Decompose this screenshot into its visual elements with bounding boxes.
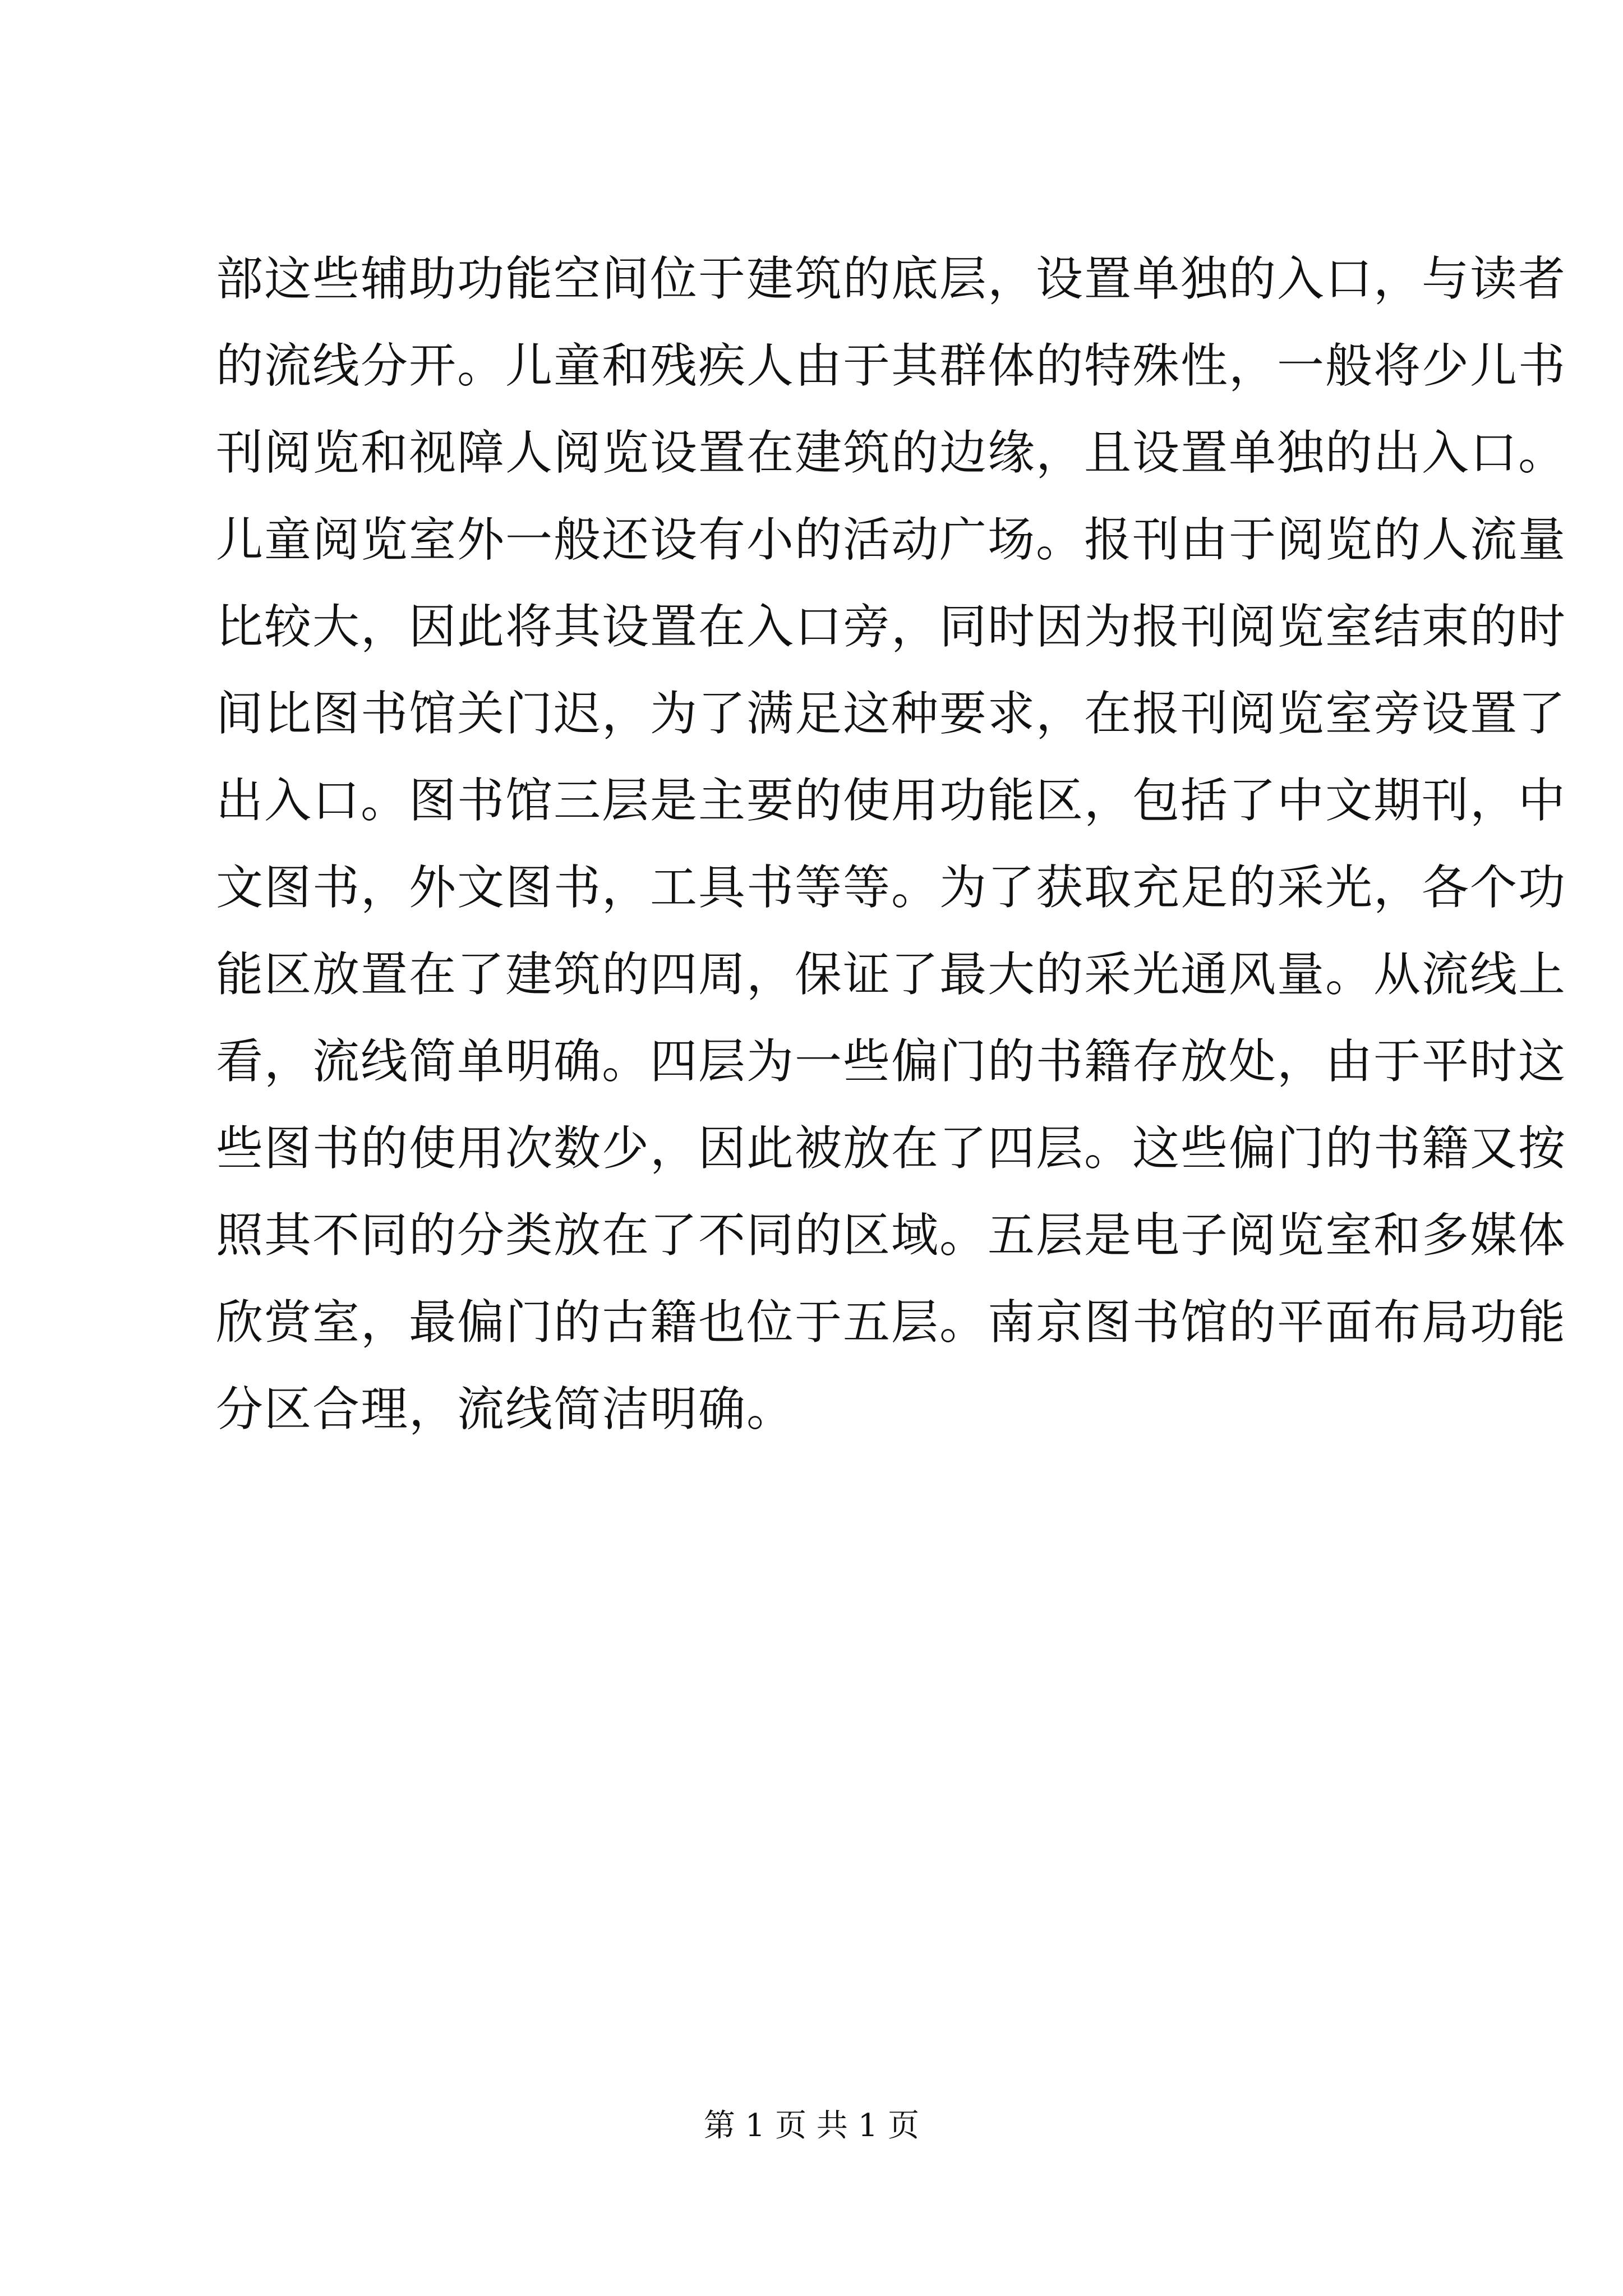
text-line: 刊阅览和视障人阅览设置在建筑的边缘，且设置单独的出入口。 bbox=[216, 425, 1567, 480]
text-line: 能区放置在了建筑的四周，保证了最大的采光通风量。从流线上 bbox=[216, 947, 1567, 1002]
text-line: 间比图书馆关门迟，为了满足这种要求，在报刊阅览室旁设置了 bbox=[216, 686, 1567, 741]
body-paragraph bbox=[216, 236, 1567, 1453]
text-line: 儿童阅览室外一般还设有小的活动广场。报刊由于阅览的人流量 bbox=[216, 512, 1567, 567]
text-line: 比较大，因此将其设置在入口旁，同时因为报刊阅览室结束的时 bbox=[216, 599, 1567, 654]
text-line: 的流线分开。儿童和残疾人由于其群体的特殊性，一般将少儿书 bbox=[216, 338, 1567, 393]
text-line: 文图书，外文图书，工具书等等。为了获取充足的采光，各个功 bbox=[216, 860, 1567, 915]
text-line: 分区合理，流线简洁明确。 bbox=[216, 1382, 795, 1437]
text-line: 部这些辅助功能空间位于建筑的底层，设置单独的入口，与读者 bbox=[216, 251, 1567, 306]
text-line: 些图书的使用次数少，因此被放在了四层。这些偏门的书籍又按 bbox=[216, 1121, 1567, 1176]
page-footer: 第 1 页 共 1 页 bbox=[703, 2108, 920, 2144]
text-line: 照其不同的分类放在了不同的区域。五层是电子阅览室和多媒体 bbox=[216, 1208, 1567, 1263]
text-line: 欣赏室，最偏门的古籍也位于五层。南京图书馆的平面布局功能 bbox=[216, 1295, 1567, 1350]
text-line: 出入口。图书馆三层是主要的使用功能区，包括了中文期刊，中 bbox=[216, 773, 1567, 828]
text-line: 看，流线简单明确。四层为一些偏门的书籍存放处，由于平时这 bbox=[216, 1034, 1567, 1089]
